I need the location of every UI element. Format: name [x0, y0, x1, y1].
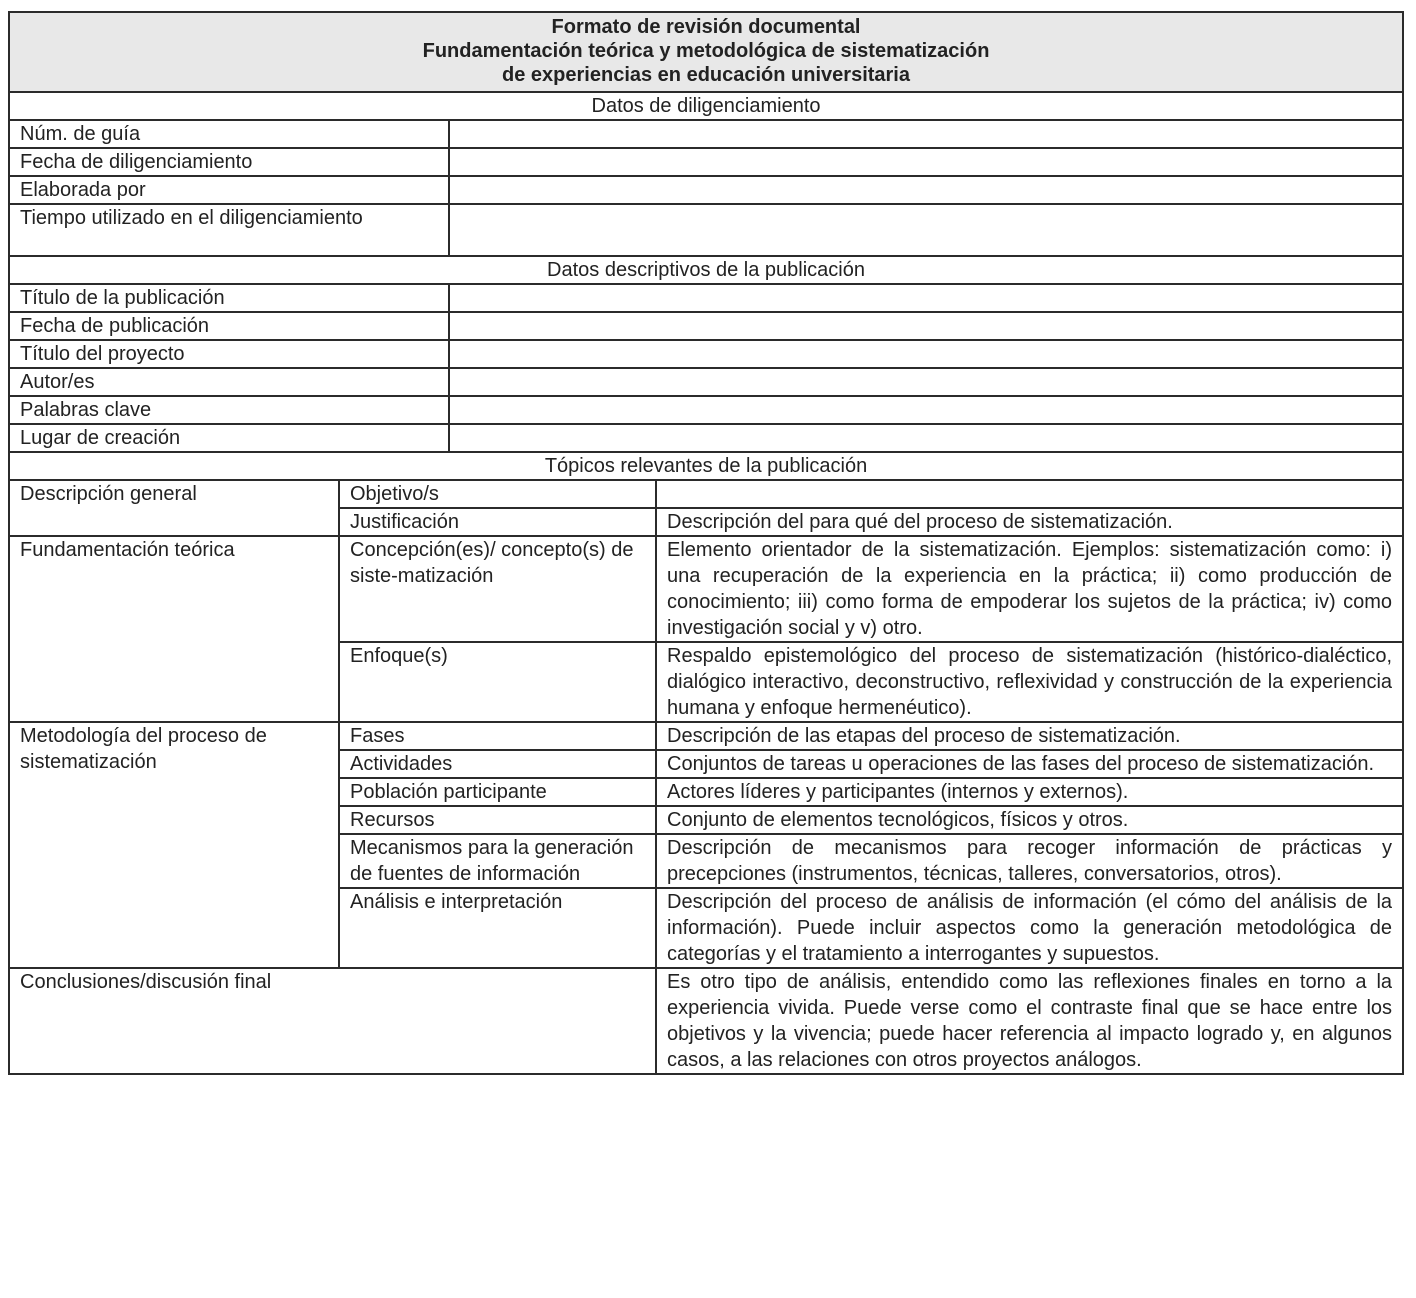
topic-description-recursos: Conjunto de elementos tecnológicos, físicos y otros.	[656, 806, 1403, 834]
field-label-tiempo-utilizado: Tiempo utilizado en el diligenciamiento	[9, 204, 449, 256]
field-label-elaborada-por: Elaborada por	[9, 176, 449, 204]
field-value-elaborada-por[interactable]	[449, 176, 1403, 204]
form-title-line-3: de experiencias en educación universitaria	[502, 64, 910, 86]
topic-label-mecanismos: Mecanismos para la generación de fuentes de información	[339, 834, 656, 888]
topic-description-concepciones: Elemento orientador de la sistematización. Ejemplos: sistematización como: i) una recuperación de la experiencia en la práctica; ii) como producción de conocimiento; iii) como forma de empoderar los sujetos de la práctica; iv) como investigación social y v) otro.	[656, 536, 1403, 642]
topic-label-poblacion: Población participante	[339, 778, 656, 806]
field-label-num-guia: Núm. de guía	[9, 120, 449, 148]
topic-label-justificacion: Justificación	[339, 508, 656, 536]
field-value-fecha-diligenciamiento[interactable]	[449, 148, 1403, 176]
section-header-topicos: Tópicos relevantes de la publicación	[9, 452, 1403, 480]
topic-description-conclusiones: Es otro tipo de análisis, entendido como las reflexiones finales en torno a la experiencia vivida. Puede verse como el contraste final que se hace entre los objetivos y la vivencia; puede hacer referencia al impacto logrado y, en algunos casos, a las relaciones con otros proyectos análogos.	[656, 968, 1403, 1074]
field-value-num-guia[interactable]	[449, 120, 1403, 148]
topic-label-objetivos: Objetivo/s	[339, 480, 656, 508]
field-value-tiempo-utilizado[interactable]	[449, 204, 1403, 256]
field-label-autores: Autor/es	[9, 368, 449, 396]
field-label-fecha-diligenciamiento: Fecha de diligenciamiento	[9, 148, 449, 176]
review-format-table	[8, 11, 1404, 1075]
topic-label-fases: Fases	[339, 722, 656, 750]
field-label-titulo-proyecto: Título del proyecto	[9, 340, 449, 368]
field-value-palabras-clave[interactable]	[449, 396, 1403, 424]
field-value-titulo-publicacion[interactable]	[449, 284, 1403, 312]
group-label-metodologia: Metodología del proceso de sistematización	[9, 722, 339, 968]
group-label-fundamentacion: Fundamentación teórica	[9, 536, 339, 722]
form-title-line-1: Formato de revisión documental	[551, 16, 861, 38]
group-label-descripcion-general: Descripción general	[9, 480, 339, 536]
field-label-fecha-publicacion: Fecha de publicación	[9, 312, 449, 340]
topic-description-fases: Descripción de las etapas del proceso de sistematización.	[656, 722, 1403, 750]
field-value-titulo-proyecto[interactable]	[449, 340, 1403, 368]
topic-label-enfoques: Enfoque(s)	[339, 642, 656, 722]
section-header-publicacion: Datos descriptivos de la publicación	[9, 256, 1403, 284]
field-label-titulo-publicacion: Título de la publicación	[9, 284, 449, 312]
topic-description-mecanismos: Descripción de mecanismos para recoger información de prácticas y precepciones (instrumentos, técnicas, talleres, conversatorios, otros).	[656, 834, 1403, 888]
field-label-lugar-creacion: Lugar de creación	[9, 424, 449, 452]
topic-description-actividades: Conjuntos de tareas u operaciones de las fases del proceso de sistematización.	[656, 750, 1403, 778]
topic-label-recursos: Recursos	[339, 806, 656, 834]
form-title-line-2: Fundamentación teórica y metodológica de sistematización	[422, 40, 990, 62]
form-title	[9, 12, 1403, 92]
topic-label-concepciones: Concepción(es)/ concepto(s) de siste-matización	[339, 536, 656, 642]
field-label-palabras-clave: Palabras clave	[9, 396, 449, 424]
topic-description-justificacion: Descripción del para qué del proceso de sistematización.	[656, 508, 1403, 536]
field-value-lugar-creacion[interactable]	[449, 424, 1403, 452]
group-label-conclusiones: Conclusiones/discusión final	[9, 968, 656, 1074]
topic-description-objetivos[interactable]	[656, 480, 1403, 508]
topic-label-analisis: Análisis e interpretación	[339, 888, 656, 968]
field-value-fecha-publicacion[interactable]	[449, 312, 1403, 340]
topic-description-enfoques: Respaldo epistemológico del proceso de sistematización (histórico-dialéctico, dialógico interactivo, deconstructivo, reflexividad y construcción de la experiencia humana y enfoque hermenéutico).	[656, 642, 1403, 722]
section-header-diligenciamiento: Datos de diligenciamiento	[9, 92, 1403, 120]
topic-description-analisis: Descripción del proceso de análisis de información (el cómo del análisis de la información). Puede incluir aspectos como la generación metodológica de categorías y el tratamiento a interrogantes y supuestos.	[656, 888, 1403, 968]
topic-description-poblacion: Actores líderes y participantes (internos y externos).	[656, 778, 1403, 806]
topic-label-actividades: Actividades	[339, 750, 656, 778]
field-value-autores[interactable]	[449, 368, 1403, 396]
